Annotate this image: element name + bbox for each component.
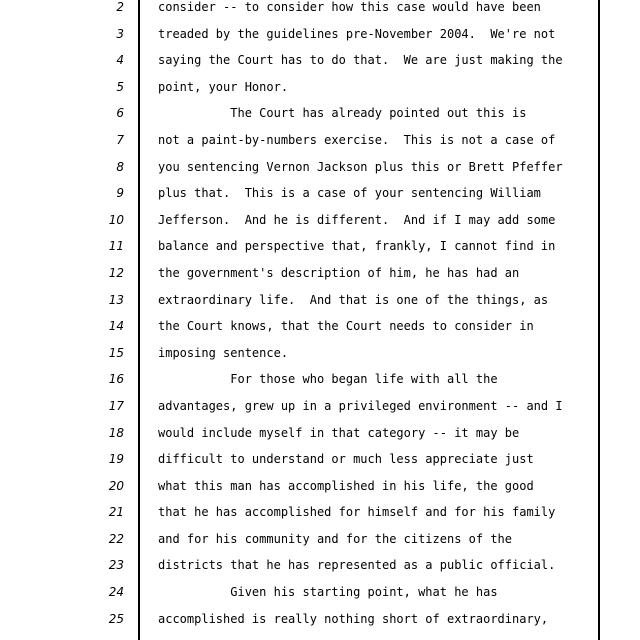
right-margin-rule (598, 0, 600, 640)
transcript-line: difficult to understand or much less appreciate just (158, 452, 534, 467)
line-number: 15 (108, 345, 124, 360)
transcript-line: you sentencing Vernon Jackson plus this or Brett Pfeffer (158, 159, 563, 174)
transcript-line: The Court has already pointed out this is (158, 106, 527, 121)
line-number: 20 (108, 478, 124, 493)
line-number: 19 (108, 452, 124, 467)
transcript-line: saying the Court has to do that. We are just making the (158, 53, 563, 68)
line-number: 14 (108, 319, 124, 334)
transcript-line: plus that. This is a case of your sentencing William (158, 186, 541, 201)
line-number: 22 (108, 531, 124, 546)
line-number: 7 (116, 132, 124, 147)
line-number: 8 (116, 159, 124, 174)
line-number: 10 (108, 212, 124, 227)
transcript-line: imposing sentence. (158, 345, 289, 360)
transcript-line: Given his starting point, what he has (158, 585, 498, 600)
transcript-line: accomplished is really nothing short of extraordinary, (158, 611, 549, 626)
transcript-line: treaded by the guidelines pre-November 2004. We're not (158, 26, 556, 41)
line-number: 11 (108, 239, 124, 254)
transcript-line: not a paint-by-numbers exercise. This is not a case of (158, 132, 556, 147)
transcript-line: For those who began life with all the (158, 372, 498, 387)
line-number: 2 (116, 0, 124, 14)
line-number: 25 (108, 611, 124, 626)
transcript-line: balance and perspective that, frankly, I cannot find in (158, 239, 556, 254)
transcript-line: consider -- to consider how this case would have been (158, 0, 541, 14)
line-number-column (84, 0, 124, 638)
transcript-line: Jefferson. And he is different. And if I may add some (158, 212, 556, 227)
transcript-line: advantages, grew up in a privileged environment -- and I (158, 398, 563, 413)
transcript-text (158, 0, 594, 638)
transcript-line: the government's description of him, he has had an (158, 265, 520, 280)
line-number: 17 (108, 398, 124, 413)
line-number: 6 (116, 106, 124, 121)
transcript-line: point, your Honor. (158, 79, 289, 94)
line-number: 23 (108, 558, 124, 573)
transcript-line: what this man has accomplished in his life, the good (158, 478, 534, 493)
left-margin-rule (138, 0, 140, 640)
line-number: 5 (116, 79, 124, 94)
line-number: 18 (108, 425, 124, 440)
line-number: 9 (116, 186, 124, 201)
line-number: 4 (116, 53, 124, 68)
line-number: 16 (108, 372, 124, 387)
transcript-line: would include myself in that category -- it may be (158, 425, 520, 440)
transcript-line: extraordinary life. And that is one of the things, as (158, 292, 549, 307)
line-number: 13 (108, 292, 124, 307)
transcript-line: and for his community and for the citizens of the (158, 531, 513, 546)
transcript-line: the Court knows, that the Court needs to consider in (158, 319, 534, 334)
transcript-line: that he has accomplished for himself and for his family (158, 505, 556, 520)
line-number: 24 (108, 585, 124, 600)
line-number: 3 (116, 26, 124, 41)
transcript-line: districts that he has represented as a public official. (158, 558, 556, 573)
line-number: 21 (108, 505, 124, 520)
line-number: 12 (108, 265, 124, 280)
